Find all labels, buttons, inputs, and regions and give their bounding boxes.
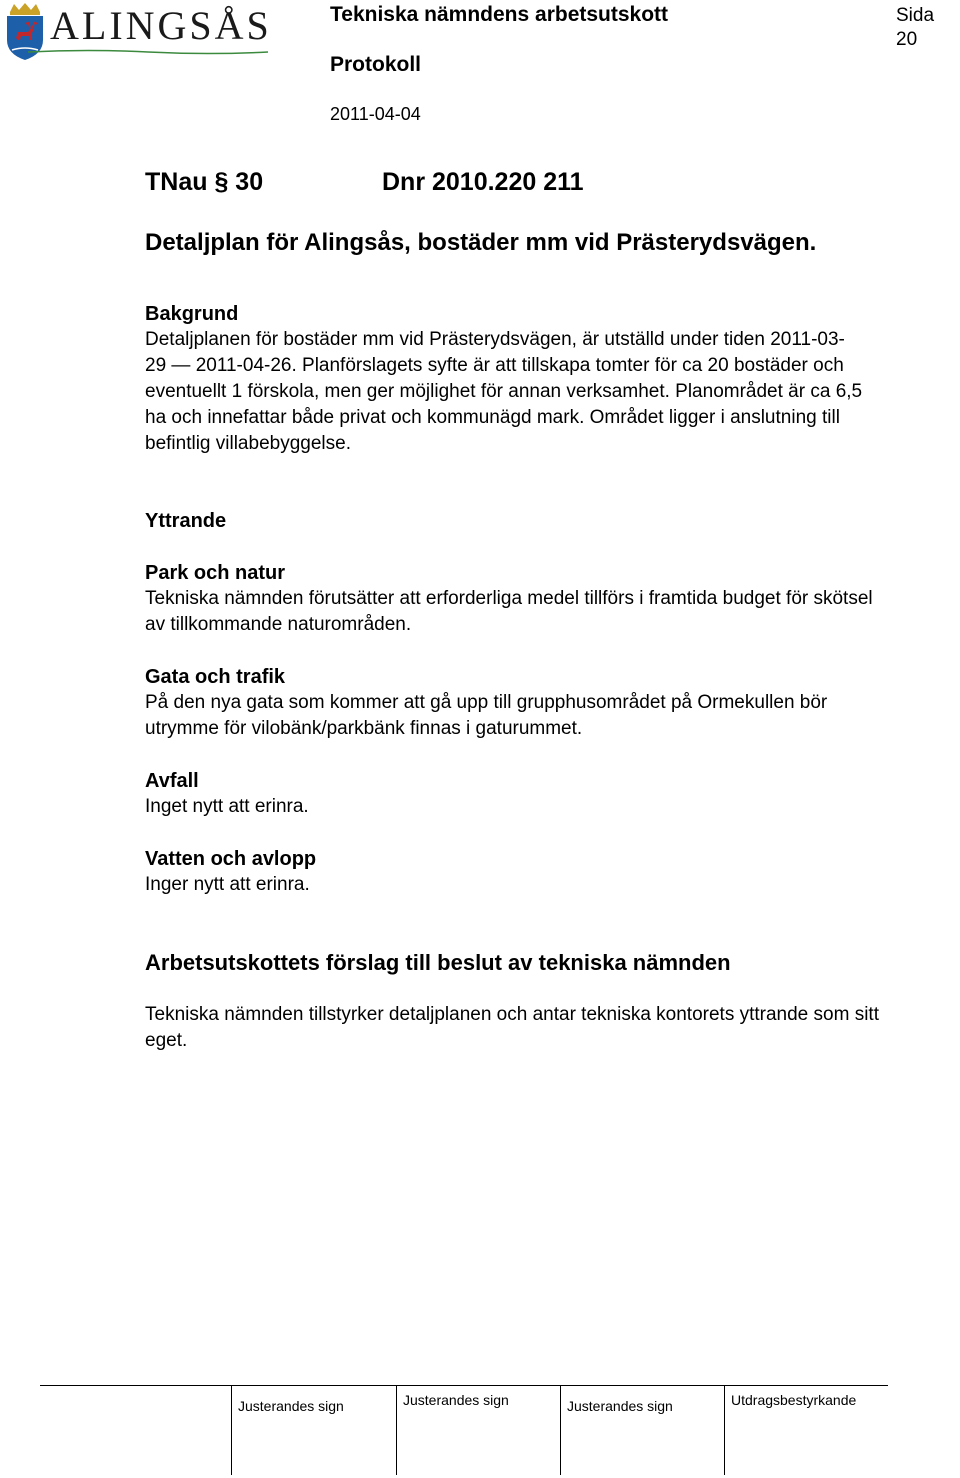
logo-wordmark: ALINGSÅS bbox=[50, 3, 272, 48]
statement-section-park bbox=[145, 560, 885, 638]
section-heading: Gata och trafik bbox=[145, 666, 286, 688]
signature-caption: Justerandes sign bbox=[238, 1398, 344, 1414]
statement-section-water bbox=[145, 846, 885, 898]
signature-caption: Justerandes sign bbox=[403, 1392, 509, 1408]
statement-section-waste bbox=[145, 768, 885, 820]
background-heading: Bakgrund bbox=[145, 303, 239, 325]
logo-leaf-decoration bbox=[28, 42, 268, 48]
extract-caption: Utdragsbestyrkande bbox=[731, 1392, 857, 1408]
signature-box-3 bbox=[560, 1385, 673, 1475]
proposal-text: Tekniska nämnden tillstyrker detaljplanen och antar tekniska kontorets yttrande som sitt eget. bbox=[145, 1004, 879, 1051]
statement-heading: Yttrande bbox=[145, 510, 227, 532]
proposal-heading: Arbetsutskottets förslag till beslut av tekniska nämnden bbox=[145, 950, 731, 975]
diary-number: Dnr 2010.220 211 bbox=[382, 168, 584, 196]
footer-divider bbox=[40, 1385, 888, 1386]
section-heading: Avfall bbox=[145, 770, 199, 792]
background-text: Detaljplanen för bostäder mm vid Prästerydsvägen, är utställd under tiden 2011-03-29 — 2011-04-26. Planförslagets syfte är att tillskapa tomter för ca 20 bostäder och eventuellt 1 förskola, men ger möjlighet för annan verksamhet. Planområdet är ca 6,5 ha och innefattar både privat och kommunägd mark. Området ligger i anslutning till befintlig villabebyggelse. bbox=[145, 329, 863, 454]
signature-caption: Justerandes sign bbox=[567, 1398, 673, 1414]
section-text: Tekniska nämnden förutsätter att erforderliga medel tillförs i framtida budget för skötsel av tillkommande naturområden. bbox=[145, 588, 873, 635]
paragraph-id: TNau § 30 bbox=[145, 168, 264, 196]
statement-heading-block bbox=[145, 508, 885, 534]
signature-box-2 bbox=[396, 1385, 509, 1475]
signature-box-1 bbox=[231, 1385, 344, 1475]
section-text: På den nya gata som kommer att gå upp till grupphusområdet på Ormekullen bör utrymme för vilobänk/parkbänk finnas i gaturummet. bbox=[145, 692, 828, 739]
section-heading: Park och natur bbox=[145, 562, 286, 584]
document-type: Protokoll bbox=[330, 53, 422, 76]
extract-box bbox=[724, 1385, 857, 1475]
section-heading: Vatten och avlopp bbox=[145, 848, 317, 870]
page-number: Sida 20 bbox=[896, 5, 935, 50]
statement-section-traffic bbox=[145, 664, 885, 742]
background-section bbox=[145, 301, 885, 457]
municipality-logo bbox=[4, 2, 272, 64]
committee-title: Tekniska nämndens arbetsutskott bbox=[330, 3, 669, 26]
case-title: Detaljplan för Alingsås, bostäder mm vid Prästerydsvägen. bbox=[145, 229, 817, 256]
section-text: Inget nytt att erinra. bbox=[145, 796, 309, 817]
section-text: Inger nytt att erinra. bbox=[145, 874, 310, 895]
leaf-ornament-icon bbox=[28, 49, 268, 55]
proposal-section bbox=[145, 949, 885, 977]
proposal-body bbox=[145, 1002, 885, 1054]
meeting-date: 2011-04-04 bbox=[330, 104, 421, 124]
